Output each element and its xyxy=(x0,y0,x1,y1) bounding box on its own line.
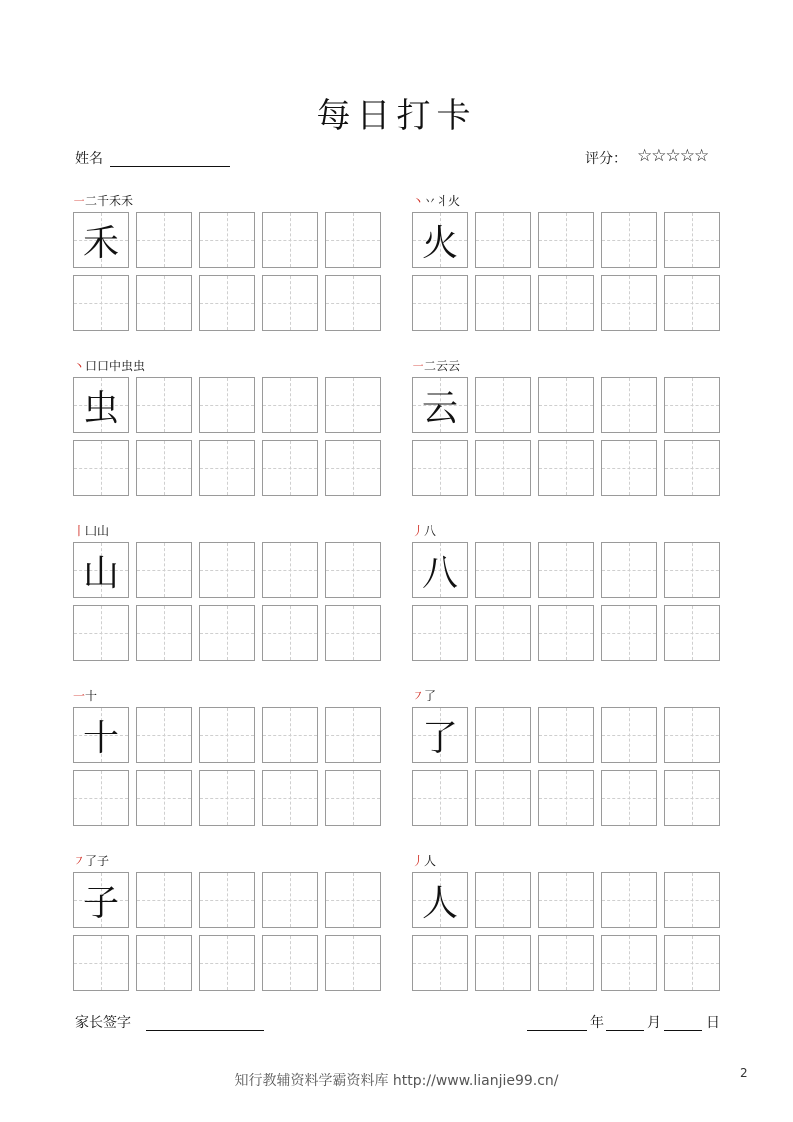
practice-cell[interactable] xyxy=(412,935,468,991)
practice-cell[interactable] xyxy=(664,935,720,991)
stroke-order-first: ㇇ xyxy=(412,689,425,703)
year-label: 年 xyxy=(590,1015,604,1031)
practice-cell[interactable] xyxy=(199,542,255,598)
practice-cell[interactable] xyxy=(73,605,129,661)
page-number: 2 xyxy=(740,1066,748,1080)
stroke-order-first: ㇐ xyxy=(412,359,425,373)
practice-cell[interactable] xyxy=(538,935,594,991)
model-character: 山 xyxy=(82,552,119,594)
practice-cell[interactable] xyxy=(262,707,318,763)
practice-cell[interactable] xyxy=(199,440,255,496)
practice-cell[interactable] xyxy=(262,275,318,331)
stroke-order-rest: 凵山 xyxy=(85,524,110,538)
model-character: 禾 xyxy=(82,222,119,264)
practice-cell[interactable] xyxy=(601,770,657,826)
practice-cell[interactable] xyxy=(601,377,657,433)
model-character-cell xyxy=(412,872,468,928)
practice-cell[interactable] xyxy=(538,212,594,268)
practice-cell[interactable] xyxy=(73,440,129,496)
stroke-order-first: 丿 xyxy=(412,854,425,868)
practice-cell[interactable] xyxy=(325,440,381,496)
stroke-order-first: 一 xyxy=(73,689,86,703)
model-character: 云 xyxy=(421,387,458,429)
stroke-order-first: 丶 xyxy=(412,194,425,208)
practice-cell[interactable] xyxy=(538,707,594,763)
model-character: 八 xyxy=(421,552,458,594)
practice-cell[interactable] xyxy=(325,707,381,763)
stroke-order-first: 丨 xyxy=(73,524,86,538)
practice-cell[interactable] xyxy=(664,212,720,268)
practice-cell[interactable] xyxy=(601,212,657,268)
practice-cell[interactable] xyxy=(601,935,657,991)
stroke-order-rest: 口口中虫虫 xyxy=(85,359,146,373)
practice-cell[interactable] xyxy=(199,935,255,991)
practice-cell[interactable] xyxy=(664,542,720,598)
stroke-order-rest: 二千禾禾 xyxy=(85,194,134,208)
model-character: 人 xyxy=(421,882,458,924)
stroke-order xyxy=(412,687,436,704)
model-character: 火 xyxy=(421,222,458,264)
page-title: 每日打卡 xyxy=(316,96,477,136)
stroke-order xyxy=(73,522,109,539)
practice-cell[interactable] xyxy=(601,440,657,496)
practice-cell[interactable] xyxy=(262,377,318,433)
practice-cell[interactable] xyxy=(199,212,255,268)
practice-cell[interactable] xyxy=(538,440,594,496)
parent-sign-label: 家长签字 xyxy=(75,1015,131,1031)
practice-cell[interactable] xyxy=(73,770,129,826)
model-character-cell xyxy=(412,377,468,433)
practice-cell[interactable] xyxy=(601,275,657,331)
practice-cell[interactable] xyxy=(664,872,720,928)
practice-cell[interactable] xyxy=(475,377,531,433)
practice-cell[interactable] xyxy=(475,935,531,991)
stroke-order-rest: 人 xyxy=(424,854,437,868)
practice-cell[interactable] xyxy=(262,542,318,598)
practice-cell[interactable] xyxy=(136,605,192,661)
stroke-order-rest: 二云云 xyxy=(424,359,461,373)
practice-cell[interactable] xyxy=(475,440,531,496)
practice-cell[interactable] xyxy=(136,377,192,433)
year-field[interactable] xyxy=(527,1030,587,1031)
practice-cell[interactable] xyxy=(73,935,129,991)
practice-cell[interactable] xyxy=(475,605,531,661)
practice-cell[interactable] xyxy=(136,935,192,991)
model-character-cell xyxy=(73,872,129,928)
name-label: 姓名 xyxy=(75,151,103,167)
practice-cell[interactable] xyxy=(73,275,129,331)
practice-cell[interactable] xyxy=(664,440,720,496)
practice-cell[interactable] xyxy=(475,542,531,598)
practice-cell[interactable] xyxy=(262,770,318,826)
practice-cell[interactable] xyxy=(325,542,381,598)
score-stars[interactable]: ☆☆☆☆☆ xyxy=(637,146,709,166)
practice-cell[interactable] xyxy=(325,935,381,991)
score-label: 评分： xyxy=(585,151,627,167)
stroke-order xyxy=(412,357,460,374)
practice-cell[interactable] xyxy=(199,377,255,433)
practice-cell[interactable] xyxy=(664,770,720,826)
practice-cell[interactable] xyxy=(538,377,594,433)
practice-cell[interactable] xyxy=(664,275,720,331)
footer-source: 知行教辅资料学霸资料库 http://www.lianjie99.cn/ xyxy=(234,1073,559,1089)
practice-cell[interactable] xyxy=(136,212,192,268)
practice-cell[interactable] xyxy=(199,275,255,331)
practice-cell[interactable] xyxy=(601,872,657,928)
practice-cell[interactable] xyxy=(136,275,192,331)
practice-cell[interactable] xyxy=(538,542,594,598)
model-character: 了 xyxy=(421,717,458,759)
stroke-order xyxy=(73,852,109,869)
practice-cell[interactable] xyxy=(538,605,594,661)
day-label: 日 xyxy=(706,1015,720,1031)
stroke-order-rest: 十 xyxy=(85,689,98,703)
practice-cell[interactable] xyxy=(262,212,318,268)
practice-cell[interactable] xyxy=(475,707,531,763)
model-character-cell xyxy=(73,212,129,268)
parent-sign-field[interactable] xyxy=(146,1030,264,1031)
practice-cell[interactable] xyxy=(412,770,468,826)
practice-cell[interactable] xyxy=(262,935,318,991)
practice-cell[interactable] xyxy=(325,377,381,433)
stroke-order xyxy=(73,357,145,374)
practice-cell[interactable] xyxy=(412,440,468,496)
stroke-order-rest: 八 xyxy=(424,524,437,538)
practice-cell[interactable] xyxy=(601,605,657,661)
practice-cell[interactable] xyxy=(664,605,720,661)
stroke-order-first: 丿 xyxy=(412,524,425,538)
stroke-order-rest: 了子 xyxy=(85,854,110,868)
model-character-cell xyxy=(412,212,468,268)
practice-cell[interactable] xyxy=(325,605,381,661)
stroke-order-first: ㇇ xyxy=(73,854,86,868)
month-label: 月 xyxy=(647,1015,661,1031)
practice-cell[interactable] xyxy=(199,707,255,763)
practice-cell[interactable] xyxy=(475,770,531,826)
practice-cell[interactable] xyxy=(325,872,381,928)
stroke-order-first: ㇐ xyxy=(73,194,86,208)
stroke-order-first: 丶 xyxy=(73,359,86,373)
model-character-cell xyxy=(73,707,129,763)
day-field[interactable] xyxy=(664,1030,702,1031)
stroke-order-rest: 丷丬火 xyxy=(424,194,461,208)
practice-cell[interactable] xyxy=(412,605,468,661)
practice-cell[interactable] xyxy=(538,275,594,331)
practice-cell[interactable] xyxy=(664,707,720,763)
practice-cell[interactable] xyxy=(664,377,720,433)
practice-cell[interactable] xyxy=(325,275,381,331)
month-field[interactable] xyxy=(606,1030,644,1031)
stroke-order xyxy=(412,852,436,869)
stroke-order xyxy=(73,192,133,209)
practice-cell[interactable] xyxy=(262,440,318,496)
practice-cell[interactable] xyxy=(136,440,192,496)
practice-cell[interactable] xyxy=(538,770,594,826)
practice-cell[interactable] xyxy=(412,275,468,331)
practice-cell[interactable] xyxy=(262,872,318,928)
stroke-order xyxy=(412,192,460,209)
practice-cell[interactable] xyxy=(136,872,192,928)
practice-cell[interactable] xyxy=(475,275,531,331)
practice-cell[interactable] xyxy=(136,770,192,826)
practice-cell[interactable] xyxy=(538,872,594,928)
model-character-cell xyxy=(412,707,468,763)
practice-cell[interactable] xyxy=(199,605,255,661)
name-field[interactable] xyxy=(110,166,230,167)
stroke-order xyxy=(412,522,436,539)
model-character-cell xyxy=(73,542,129,598)
practice-cell[interactable] xyxy=(199,770,255,826)
practice-cell[interactable] xyxy=(475,212,531,268)
practice-cell[interactable] xyxy=(325,770,381,826)
practice-cell[interactable] xyxy=(199,872,255,928)
model-character: 十 xyxy=(82,717,119,759)
practice-cell[interactable] xyxy=(601,707,657,763)
model-character: 子 xyxy=(82,882,119,924)
model-character: 虫 xyxy=(82,387,119,429)
practice-cell[interactable] xyxy=(136,707,192,763)
stroke-order xyxy=(73,687,97,704)
model-character-cell xyxy=(73,377,129,433)
model-character-cell xyxy=(412,542,468,598)
practice-cell[interactable] xyxy=(475,872,531,928)
practice-cell[interactable] xyxy=(262,605,318,661)
stroke-order-rest: 了 xyxy=(424,689,437,703)
practice-cell[interactable] xyxy=(136,542,192,598)
practice-cell[interactable] xyxy=(601,542,657,598)
practice-cell[interactable] xyxy=(325,212,381,268)
